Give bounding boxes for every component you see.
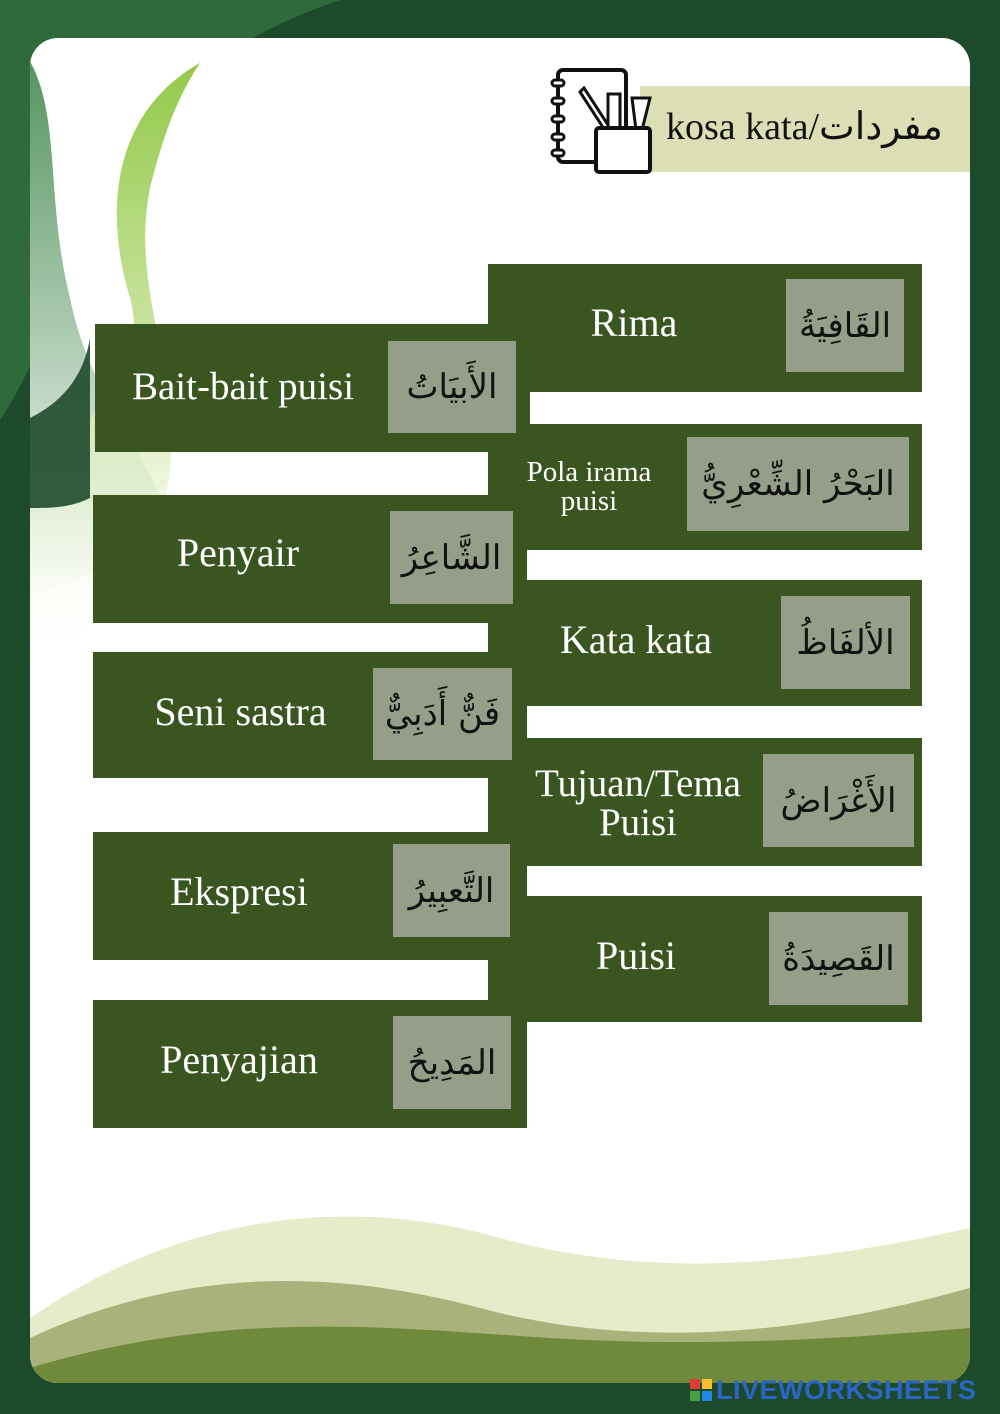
card-seni-sastra bbox=[93, 652, 527, 778]
card-bait-bait-puisi bbox=[95, 324, 530, 452]
meaning-label: Penyajian bbox=[160, 1037, 318, 1082]
card-tujuan-tema-puisi bbox=[488, 738, 922, 866]
arabic-word-tile[interactable]: فَنٌّ أَدَبِيٌّ bbox=[373, 668, 512, 760]
card-puisi bbox=[488, 896, 922, 1022]
arabic-word-tile[interactable]: الأَغْرَاضُ bbox=[763, 754, 914, 847]
meaning-label: Kata kata bbox=[559, 617, 713, 662]
arabic-word-tile[interactable]: الألفَاظُ bbox=[781, 596, 910, 689]
logo-text: LIVEWORKSHEETS bbox=[716, 1374, 977, 1405]
meaning-label: Ekspresi bbox=[170, 869, 308, 914]
arabic-word-tile[interactable]: المَدِيحُ bbox=[393, 1016, 511, 1109]
card-kata-kata bbox=[488, 580, 922, 706]
meaning-label: Bait-bait puisi bbox=[131, 364, 355, 408]
card-rima bbox=[488, 264, 922, 392]
meaning-label: Rima bbox=[590, 300, 678, 345]
meaning-label: Tujuan/Tema Puisi bbox=[535, 762, 741, 844]
meaning-label: Seni sastra bbox=[154, 689, 327, 734]
arabic-word-tile[interactable]: الشَّاعِرُ bbox=[390, 511, 513, 604]
arabic-word-tile[interactable]: القَافِيَةُ bbox=[786, 279, 904, 372]
card-penyajian bbox=[93, 1000, 527, 1128]
liveworksheets-logo[interactable] bbox=[690, 1376, 977, 1404]
arabic-word-tile[interactable]: التَّعبِيرُ bbox=[393, 844, 510, 937]
arabic-word-tile[interactable]: الأَبيَاتُ bbox=[388, 341, 516, 433]
meaning-label: Pola irama puisi bbox=[526, 456, 652, 517]
meaning-label: Penyair bbox=[176, 530, 300, 575]
card-pola-irama-puisi bbox=[488, 424, 922, 550]
arabic-word-tile[interactable]: البَحْرُ الشِّعْرِيُّ bbox=[687, 437, 909, 531]
card-penyair bbox=[93, 495, 527, 623]
meaning-label: Puisi bbox=[595, 933, 677, 978]
logo-squares-icon bbox=[690, 1379, 712, 1401]
notebook-pencils-icon bbox=[548, 66, 666, 176]
arabic-word-tile[interactable]: القَصِيدَةُ bbox=[769, 912, 908, 1005]
header-title: kosa kata/مفردات bbox=[666, 106, 943, 148]
card-ekspresi bbox=[93, 832, 527, 960]
